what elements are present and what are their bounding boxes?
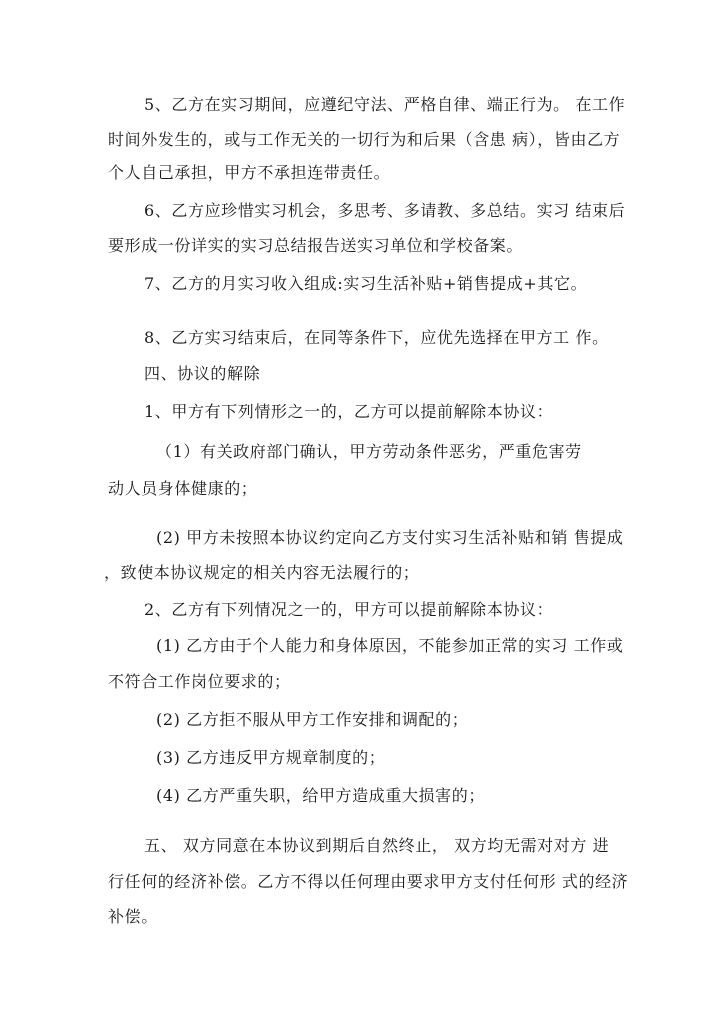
clause-5-line-1: 5、乙方在实习期间，应遵纪守法、严格自律、端正行为。 在工作 (144, 95, 626, 114)
clause-5-line-3: 个人自己承担，甲方不承担连带责任。 (108, 163, 391, 182)
clause-4-2-1-line-1: (1) 乙方由于个人能力和身体原因，不能参加正常的实习 工作或 (156, 636, 624, 655)
clause-4-1-1-line-1: （1）有关政府部门确认，甲方劳动条件恶劣，严重危害劳 (156, 442, 582, 461)
section-5-line-1: 五、 双方同意在本协议到期后自然终止， 双方均无需对对方 进 (144, 836, 610, 855)
section-4-heading: 四、协议的解除 (144, 364, 261, 383)
clause-7-line-1: 7、乙方的月实习收入组成:实习生活补贴+销售提成+其它。 (144, 274, 588, 293)
clause-4-2-3: (3) 乙方违反甲方规章制度的； (156, 748, 386, 767)
clause-4-2-intro: 2、乙方有下列情况之一的，甲方可以提前解除本协议： (144, 600, 554, 619)
clause-5-line-2: 时间外发生的，或与工作无关的一切行为和后果（含患 病），皆由乙方 (108, 130, 621, 149)
section-5-line-3: 补偿。 (108, 907, 158, 926)
clause-4-1-intro: 1、甲方有下列情形之一的，乙方可以提前解除本协议： (144, 402, 554, 421)
clause-8-line-1: 8、乙方实习结束后，在同等条件下，应优先选择在甲方工 作。 (144, 328, 609, 347)
clause-4-1-2-line-2: ，致使本协议规定的相关内容无法履行的； (104, 563, 420, 582)
clause-4-2-2: (2) 乙方拒不服从甲方工作安排和调配的； (156, 710, 469, 729)
clause-6-line-2: 要形成一份详实的实习总结报告送实习单位和学校备案。 (108, 236, 524, 255)
clause-4-2-4: (4) 乙方严重失职，给甲方造成重大损害的； (156, 786, 485, 805)
clause-4-1-2-line-1: (2) 甲方未按照本协议约定向乙方支付实习生活补贴和销 售提成 (156, 528, 624, 547)
clause-4-2-1-line-2: 不符合工作岗位要求的； (108, 672, 291, 691)
section-5-line-2: 行任何的经济补偿。乙方不得以任何理由要求甲方支付任何形 式的经济 (108, 872, 629, 891)
clause-4-1-1-line-2: 动人员身体健康的； (108, 479, 258, 498)
clause-6-line-1: 6、乙方应珍惜实习机会，多思考、多请教、多总结。实习 结束后 (144, 201, 626, 220)
